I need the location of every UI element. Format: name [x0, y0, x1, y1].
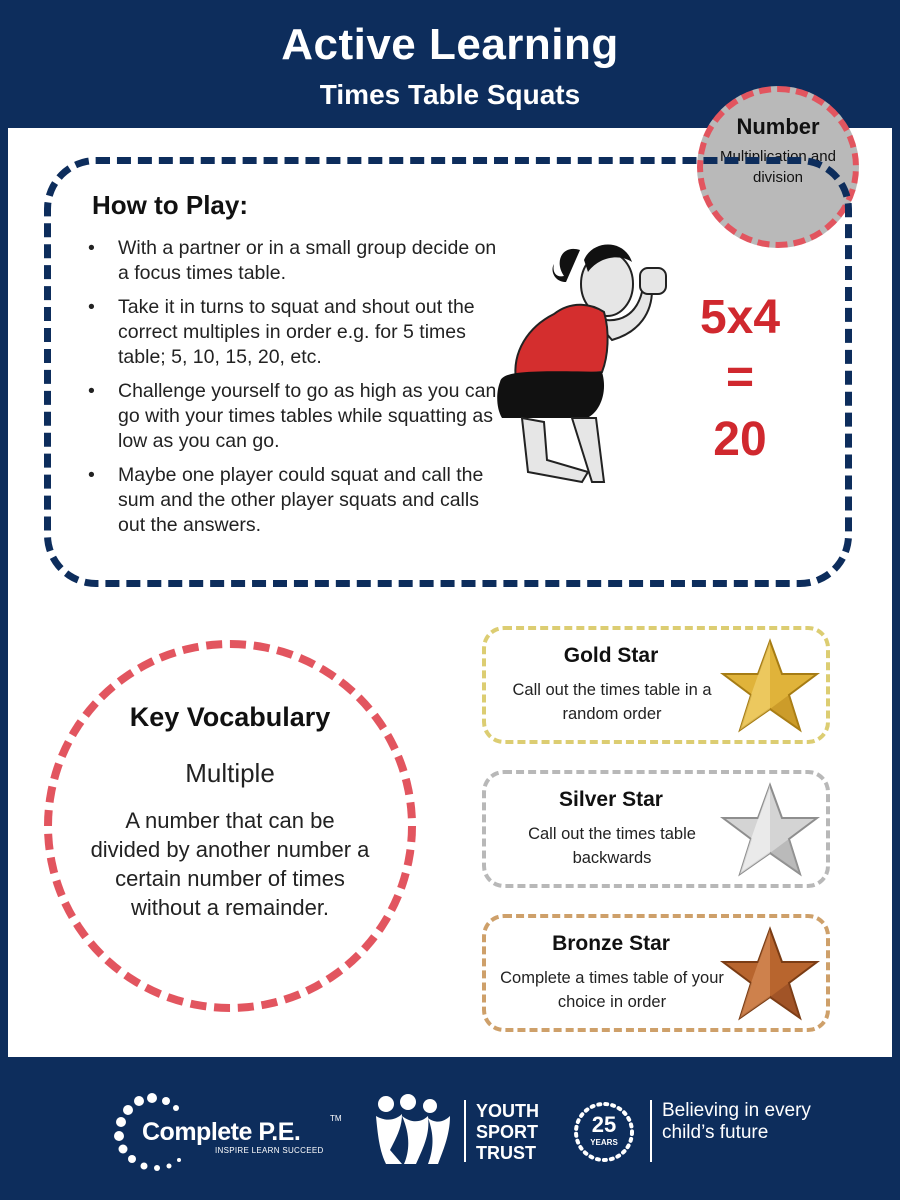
bronze-star-card	[482, 914, 830, 1032]
complete-pe-name: Complete P.E.	[142, 1118, 301, 1146]
rule-text: Maybe one player could squat and call the sum and the other player squats and calls out the answers.	[118, 464, 484, 536]
topic-title: Number	[736, 114, 820, 139]
rule-item	[88, 295, 498, 370]
bullet-icon: •	[88, 237, 95, 259]
bullet-icon: •	[88, 380, 95, 402]
youth-sport-trust-name	[476, 1101, 539, 1164]
complete-pe-trademark: TM	[330, 1114, 342, 1123]
bullet-icon: •	[88, 296, 95, 318]
page-title: Active Learning	[281, 20, 619, 69]
rule-text: With a partner or in a small group decide on a focus times table.	[118, 237, 497, 284]
gold-star-description: Call out the times table in a random order	[512, 681, 712, 723]
vocabulary-word: Multiple	[185, 758, 275, 788]
tagline-divider	[650, 1100, 652, 1162]
bronze-star-title: Bronze Star	[552, 932, 670, 955]
youth-sport-trust-logo-icon	[372, 1094, 456, 1166]
rule-text: Challenge yourself to go as high as you can go with your times tables while squatting as low as you can go.	[118, 380, 497, 452]
page-subtitle: Times Table Squats	[319, 79, 581, 110]
vocabulary-definition: A number that can be divided by another number a certain number of times without a remainder.	[90, 808, 370, 920]
anniversary-number: 25	[591, 1112, 617, 1137]
rule-item	[88, 379, 498, 454]
silver-star-description: Call out the times table backwards	[528, 825, 696, 867]
frame-right	[892, 128, 900, 1058]
equation-answer: 20	[713, 413, 767, 466]
anniversary-label: YEARS	[590, 1138, 618, 1147]
topic-subtitle: Multiplication and division	[720, 148, 836, 186]
rule-item	[88, 236, 498, 286]
footer-tagline: Believing in every child’s future	[662, 1100, 811, 1143]
rule-text: Take it in turns to squat and shout out the correct multiples in order e.g. for 5 times table; 5, 10, 15, 20, etc.	[118, 296, 475, 368]
silver-star-title: Silver Star	[559, 788, 663, 811]
yst-divider	[464, 1100, 466, 1162]
complete-pe-tagline: INSPIRE LEARN SUCCEED	[215, 1146, 324, 1155]
bronze-star-description: Complete a times table of your choice in order	[500, 969, 724, 1011]
squatting-figure-illustration	[492, 232, 672, 502]
yst-line-3: TRUST	[476, 1143, 536, 1163]
vocabulary-title: Key Vocabulary	[129, 702, 331, 732]
yst-line-2: SPORT	[476, 1122, 539, 1142]
rule-item	[88, 463, 498, 538]
how-to-play-title: How to Play:	[92, 190, 249, 220]
gold-star-card	[482, 626, 830, 744]
frame-left	[0, 128, 8, 1058]
silver-star-card	[482, 770, 830, 888]
yst-line-1: YOUTH	[476, 1101, 539, 1121]
equation-sum: 5x4	[699, 291, 781, 344]
equation-equals: =	[725, 351, 755, 404]
gold-star-title: Gold Star	[563, 644, 659, 667]
bullet-icon: •	[88, 464, 95, 486]
bronze-star-icon	[720, 924, 820, 1024]
rules-list	[88, 236, 498, 547]
gold-star-icon	[720, 636, 820, 736]
silver-star-icon	[720, 780, 820, 880]
